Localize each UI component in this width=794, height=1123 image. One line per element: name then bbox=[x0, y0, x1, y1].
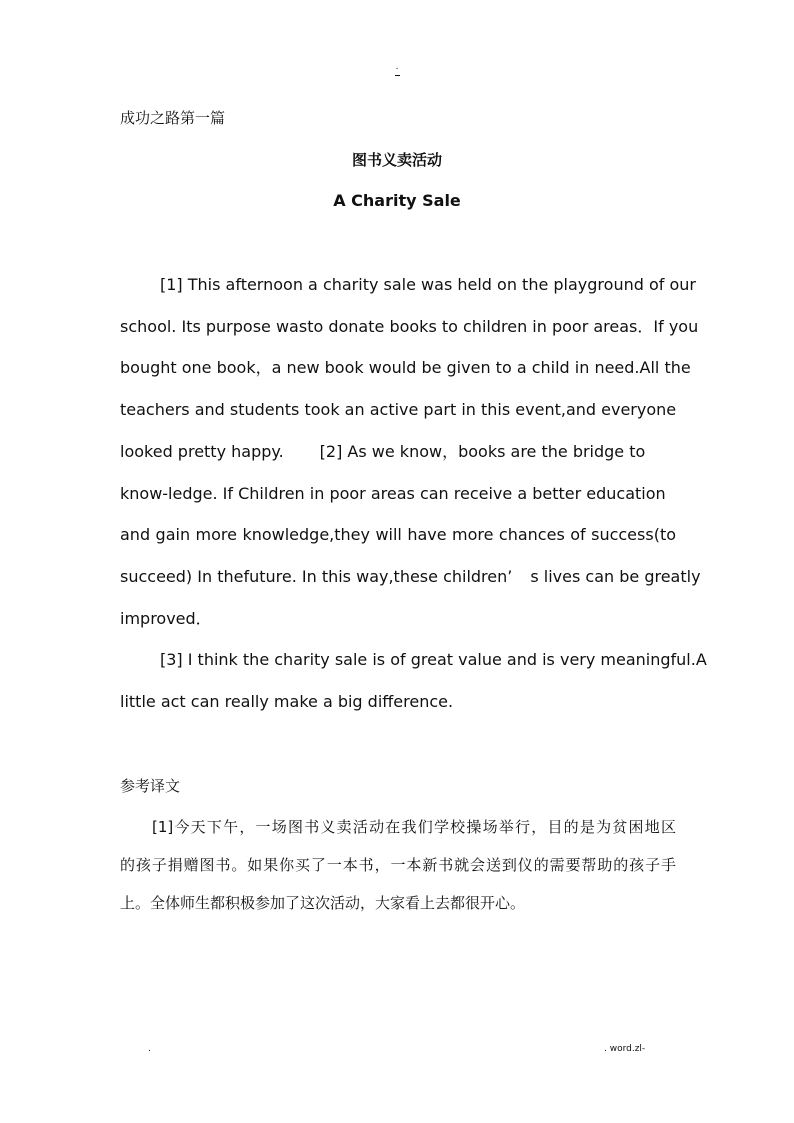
text-line bbox=[120, 431, 676, 473]
text-line: teachers and students took an active part in this event,and everyone bbox=[120, 400, 677, 420]
text-line: little act can really make a big difference. bbox=[120, 692, 454, 712]
footer-left-mark: . bbox=[148, 1044, 151, 1054]
text-line bbox=[120, 556, 701, 598]
series-label: 成功之路第一篇 bbox=[120, 109, 226, 127]
title-english: A Charity Sale bbox=[333, 191, 461, 210]
text-line: and gain more knowledge,they will have more chances of success(to bbox=[120, 525, 676, 545]
text-line: [3] I think the charity sale is of great value and is very meaningful.A bbox=[160, 650, 707, 670]
text-segment: succeed) In thefuture. In this way,these children’ bbox=[120, 566, 513, 586]
text-line: bought one book，a new book would be given to a child in need.All the bbox=[120, 358, 691, 378]
header-underline bbox=[395, 75, 400, 76]
text-line: 上。全体师生都积极参加了这次活动，大家看上去都很开心。 bbox=[120, 894, 526, 912]
english-passage bbox=[120, 264, 707, 723]
text-line: [1] This afternoon a charity sale was held on the playground of our bbox=[160, 275, 696, 294]
text-line: know-ledge. If Children in poor areas can receive a better education bbox=[120, 483, 666, 503]
footer-right-mark: . word.zl- bbox=[604, 1044, 646, 1054]
text-line: [1]今天下午，一场图书义卖活动在我们学校操场举行，目的是为贫困地区 bbox=[152, 818, 676, 836]
text-line: improved． bbox=[120, 608, 212, 628]
title-chinese: 图书义卖活动 bbox=[351, 151, 442, 169]
chinese-passage bbox=[120, 808, 676, 922]
text-segment: looked pretty happy. bbox=[120, 441, 284, 461]
text-segment: [2] As we know，books are the bridge to bbox=[319, 441, 646, 461]
text-line: school. Its purpose wasto donate books to children in poor areas．If you bbox=[120, 316, 699, 336]
reference-translation-heading: 参考译文 bbox=[120, 777, 181, 795]
text-line: 的孩子捐赠图书。如果你买了一本书，一本新书就会送到仪的需要帮助的孩子手 bbox=[120, 856, 676, 874]
text-segment: s lives can be greatly bbox=[530, 566, 701, 586]
header-mark bbox=[390, 62, 404, 76]
header-dot: . bbox=[395, 62, 399, 72]
